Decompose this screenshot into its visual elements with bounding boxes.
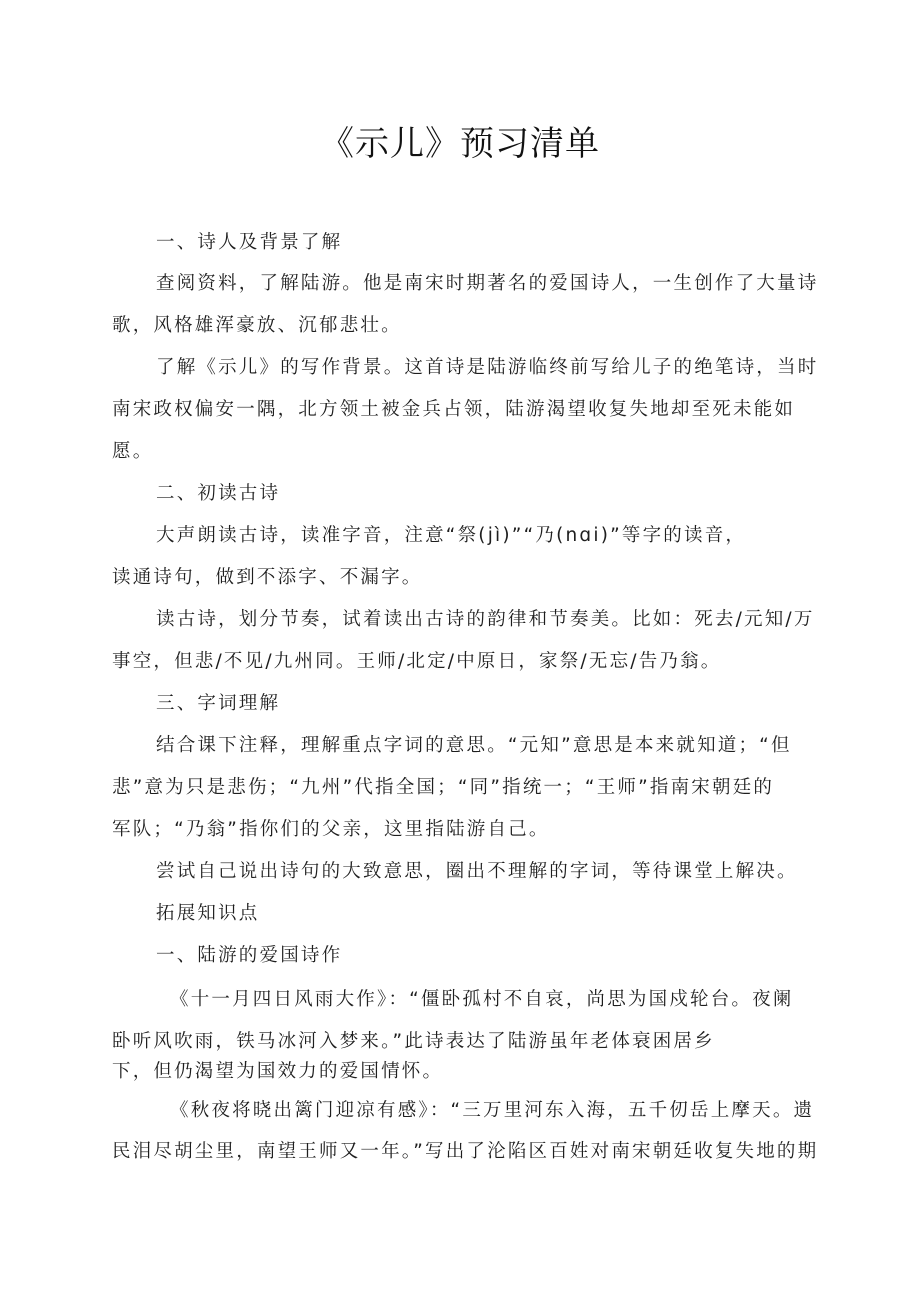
paragraph-line: 卧听风吹雨，铁马冰河入梦来。”此诗表达了陆游虽年老体衰困居乡 <box>112 1031 715 1052</box>
section-heading-poet-background: 一、诗人及背景了解 <box>156 232 343 253</box>
paragraph-line: 愿。 <box>112 441 154 462</box>
paragraph-line: 大声朗读古诗，读准字音，注意“祭(jì)”“乃(nɑi)”等字的读音， <box>156 525 747 546</box>
paragraph-line: 事空，但悲/不见/九州同。王师/北定/中原日，家祭/无忘/告乃翁。 <box>112 651 722 672</box>
paragraph-line: 《秋夜将晓出篱门迎凉有感》：“三万里河东入海，五千仞岳上摩天。遗 <box>170 1100 815 1121</box>
paragraph-line: 了解《示儿》的写作背景。这首诗是陆游临终前写给儿子的绝笔诗，当时 <box>156 357 819 378</box>
section-heading-first-reading: 二、初读古诗 <box>156 483 281 504</box>
paragraph-line: 军队；“乃翁”指你们的父亲，这里指陆游自己。 <box>112 819 550 840</box>
paragraph-line: 悲”意为只是悲伤；“九州”代指全国；“同”指统一；“王师”指南宋朝廷的 <box>112 777 775 798</box>
paragraph-line: 尝试自己说出诗句的大致意思，圈出不理解的字词，等待课堂上解决。 <box>156 861 798 882</box>
paragraph-line: 读通诗句，做到不添字、不漏字。 <box>112 567 423 588</box>
paragraph-line: 读古诗，划分节奏，试着读出古诗的韵律和节奏美。比如：死去/元知/万 <box>156 609 815 630</box>
paragraph-line: 结合课下注释，理解重点字词的意思。“元知”意思是本来就知道；“但 <box>156 735 792 756</box>
document-title: 《示儿》预习清单 <box>320 124 600 164</box>
section-heading-vocabulary: 三、字词理解 <box>156 693 281 714</box>
section-heading-extension: 拓展知识点 <box>156 903 260 924</box>
paragraph-line: 南宋政权偏安一隅，北方领土被金兵占领，陆游渴望收复失地却至死未能如 <box>112 399 796 420</box>
paragraph-line: 《十一月四日风雨大作》：“僵卧孤村不自哀，尚思为国戍轮台。夜阑 <box>170 989 794 1010</box>
paragraph-line: 查阅资料，了解陆游。他是南宋时期著名的爱国诗人，一生创作了大量诗 <box>156 273 819 294</box>
paragraph-line: 歌，风格雄浑豪放、沉郁悲壮。 <box>112 315 402 336</box>
paragraph-line: 下，但仍渴望为国效力的爱国情怀。 <box>112 1061 444 1082</box>
paragraph-line: 民泪尽胡尘里，南望王师又一年。”写出了沦陷区百姓对南宋朝廷收复失地的期 <box>112 1141 819 1162</box>
section-heading-patriotic-poems: 一、陆游的爱国诗作 <box>156 945 343 966</box>
